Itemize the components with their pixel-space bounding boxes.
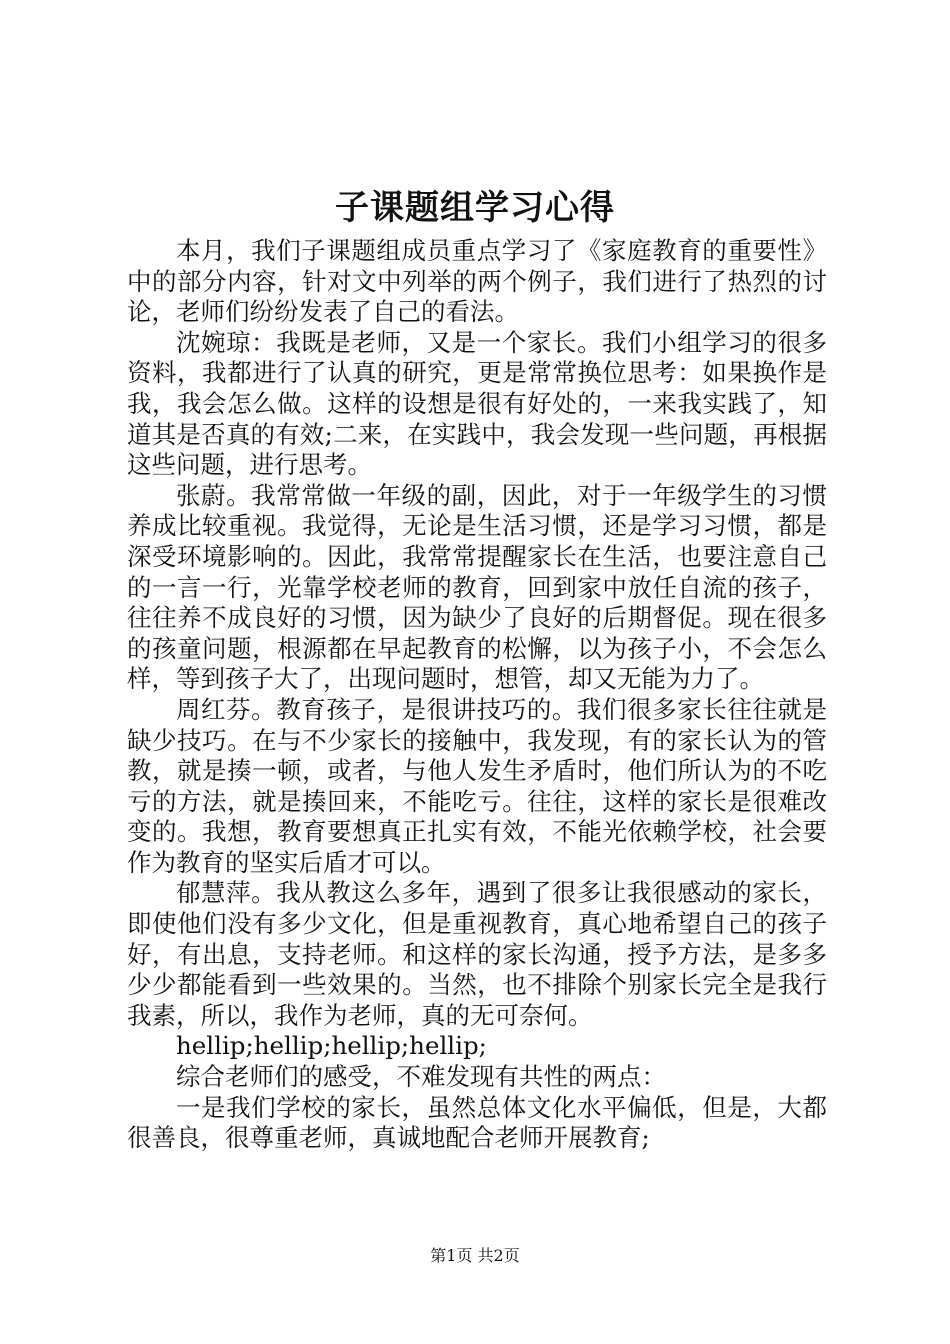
paragraph-zhang-wei: 张蔚。我常常做一年级的副，因此，对于一年级学生的习惯养成比较重视。我觉得，无论是生活习惯，还是学习习惯，都是深受环境影响的。因此，我常常提醒家长在生活，也要注意自己的一言一行，光靠学校老师的教育，回到家中放任自流的孩子，往往养不成良好的习惯，因为缺少了良好的后期督促。现在很多的孩童问题，根源都在早起教育的松懈，以为孩子小，不会怎么样，等到孩子大了，出现问题时，想管，却又无能为力了。 [127,480,827,694]
document-body [127,236,827,1154]
page-number-footer: 第1页 共2页 [430,1246,520,1265]
paragraph-intro: 本月，我们子课题组成员重点学习了《家庭教育的重要性》中的部分内容，针对文中列举的两个例子，我们进行了热烈的讨论，老师们纷纷发表了自己的看法。 [127,236,827,327]
paragraph-shen-wanqiong: 沈婉琼：我既是老师，又是一个家长。我们小组学习的很多资料，我都进行了认真的研究，更是常常换位思考：如果换作是我，我会怎么做。这样的设想是很有好处的，一来我实践了，知道其是否真的有效;二来，在实践中，我会发现一些问题，再根据这些问题，进行思考。 [127,327,827,480]
paragraph-point-one: 一是我们学校的家长，虽然总体文化水平偏低，但是，大都很善良，很尊重老师，真诚地配合老师开展教育; [127,1092,827,1153]
paragraph-zhou-hongfen: 周红芬。教育孩子，是很讲技巧的。我们很多家长往往就是缺少技巧。在与不少家长的接触中，我发现，有的家长认为的管教，就是揍一顿，或者，与他人发生矛盾时，他们所认为的不吃亏的方法，就是揍回来，不能吃亏。往往，这样的家长是很难改变的。我想，教育要想真正扎实有效，不能光依赖学校，社会要作为教育的坚实后盾才可以。 [127,694,827,877]
paragraph-yu-huiping: 郁慧萍。我从教这么多年，遇到了很多让我很感动的家长，即使他们没有多少文化，但是重视教育，真心地希望自己的孩子好，有出息，支持老师。和这样的家长沟通，授予方法，是多多少少都能看到一些效果的。当然，也不排除个别家长完全是我行我素，所以，我作为老师，真的无可奈何。 [127,878,827,1030]
paragraph-summary: 综合老师们的感受，不难发现有共性的两点： [176,1062,666,1092]
document-title: 子课题组学习心得 [335,188,615,228]
paragraph-ellipsis: hellip;hellip;hellip;hellip; [176,1031,487,1061]
